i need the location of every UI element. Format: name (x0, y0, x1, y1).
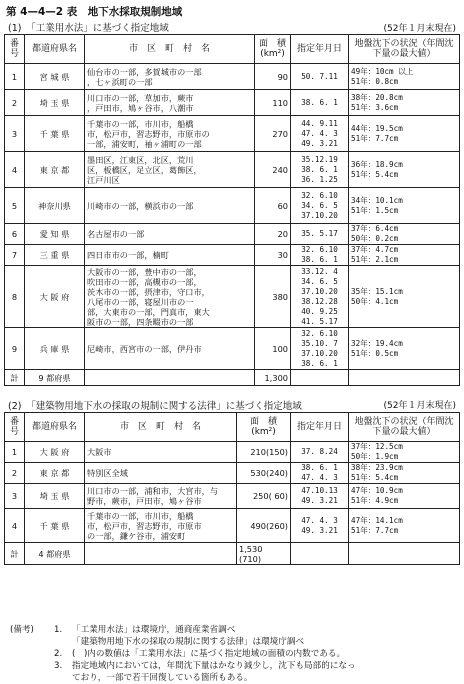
designation-date-cell: 37. 8.24 (291, 442, 349, 463)
total-date-empty (291, 370, 349, 386)
subsidence-cell: 36年：18.9cm 51年：5.4cm (349, 152, 460, 188)
table-row (5, 64, 460, 90)
prefecture-cell: 千 葉 県 (25, 116, 85, 152)
total-sub-empty (349, 370, 460, 386)
col-header-city: 市 区 町 村 名 (85, 35, 255, 64)
subsidence-cell: 34年：10.1cm 51年：1.5cm (349, 188, 460, 224)
subsidence-cell: 37年：12.5cm 50年：1.9cm (349, 442, 460, 463)
subsidence-cell: 37年：6.4cm 50年：0.2cm (349, 224, 460, 245)
area-cell: 250( 60) (237, 484, 291, 509)
designation-date-cell: 35.12.19 38. 6. 1 36. 1.25 (291, 152, 349, 188)
subsidence-cell: 44年：19.5cm 51年：7.7cm (349, 116, 460, 152)
table-row (5, 509, 460, 543)
col-header-area: 面 積 (km²) (255, 35, 291, 64)
prefecture-cell: 神奈川県 (25, 188, 85, 224)
subsidence-cell: 32年：19.4cm 51年：0.5cm (349, 328, 460, 370)
prefecture-cell: 埼 玉 県 (25, 90, 85, 116)
area-cell: 20 (255, 224, 291, 245)
area-cell: 30 (255, 245, 291, 266)
area-cell: 270 (255, 116, 291, 152)
section1-heading: (1) 「工業用水法」に基づく指定地域 (8, 23, 169, 34)
section2-as-of: (52年１月末現在) (383, 401, 456, 411)
total-date-empty (291, 543, 349, 565)
municipality-cell: 大阪市の一部，豊中市の一部， 吹田市の一部，高槻市の一部， 茨木市の一部，摂津市，守口市， 八尾市の一部，寝屋川市の一 部，大東市の一部，門真市，東大 阪市の一部，四条畷市の一部 (85, 266, 255, 328)
prefecture-cell: 兵 庫 県 (25, 328, 85, 370)
designation-date-cell: 32. 6.10 35.10. 7 37.10.20 38. 6. 1 (291, 328, 349, 370)
subsidence-cell: 38年：23.9cm 51年：5.4cm (349, 463, 460, 484)
col-header-no: 番号 (5, 413, 25, 442)
note-text: 「工業用水法」は環境庁，通商産業省調べ 「建築物用地下水の採取の規制に関する法律」は環境庁調べ (72, 625, 305, 647)
col-header-subsidence: 地盤沈下の状況（年間沈下量の最大値） (349, 35, 460, 64)
area-cell: 210(150) (237, 442, 291, 463)
row-number: 5 (5, 188, 25, 224)
total-area: 1,300 (255, 370, 291, 386)
prefecture-cell: 大 阪 府 (25, 266, 85, 328)
municipality-cell: 川口市の一部，浦和市，大宮市，与 野市，蕨市，戸田市，鳩ヶ谷市 (85, 484, 237, 509)
municipality-cell: 名古屋市の一部 (85, 224, 255, 245)
subsidence-cell: 49年：10cm 以上 51年：0.8cm (349, 64, 460, 90)
area-cell: 90 (255, 64, 291, 90)
col-header-date: 指定年月日 (291, 413, 349, 442)
row-number: 3 (5, 484, 25, 509)
col-header-area: 面 積 (km²) (237, 413, 291, 442)
area-cell: 380 (255, 266, 291, 328)
municipality-cell: 川口市の一部，草加市，蕨市 ，戸田市，鳩ヶ谷市，八潮市 (85, 90, 255, 116)
note-number: 3. (54, 661, 63, 671)
total-city-empty (85, 370, 255, 386)
prefecture-cell: 埼 玉 県 (25, 484, 85, 509)
designation-date-cell: 47.10.13 49. 3.21 (291, 484, 349, 509)
row-number: 1 (5, 64, 25, 90)
section2-heading: (2) 「建築物用地下水の採取の規制に関する法律」に基づく指定地域 (8, 401, 302, 412)
note-number: 1. (54, 625, 63, 635)
subsidence-cell: 35年：15.1cm 50年：4.1cm (349, 266, 460, 328)
designation-date-cell: 35. 5.17 (291, 224, 349, 245)
table-row (5, 245, 460, 266)
designated-area-table-industrial (4, 34, 460, 386)
prefecture-cell: 宮 城 県 (25, 64, 85, 90)
row-number: 8 (5, 266, 25, 328)
municipality-cell: 墨田区，江東区，北区，荒川 区，板橋区，足立区，葛飾区， 江戸川区 (85, 152, 255, 188)
table-row (5, 90, 460, 116)
row-number: 3 (5, 116, 25, 152)
total-sub-empty (349, 543, 460, 565)
total-label: 計 (5, 370, 25, 386)
row-number: 2 (5, 463, 25, 484)
designation-date-cell: 44. 9.11 47. 4. 3 49. 3.21 (291, 116, 349, 152)
subsidence-cell: 37年：4.7cm 51年：2.1cm (349, 245, 460, 266)
table-row (5, 442, 460, 463)
total-count: 4 都府県 (25, 543, 85, 565)
subsidence-cell: 47年：10.9cm 51年：4.9cm (349, 484, 460, 509)
notes (10, 624, 356, 684)
col-header-date: 指定年月日 (291, 35, 349, 64)
municipality-cell: 大阪市 (85, 442, 237, 463)
table-row (5, 484, 460, 509)
note-text: ( )内の数値は「工業用水法」に基づく指定地域の面積の内数である。 (72, 649, 346, 659)
table-row (5, 116, 460, 152)
col-header-city: 市 区 町 村 名 (85, 413, 237, 442)
area-cell: 110 (255, 90, 291, 116)
col-header-subsidence: 地盤沈下の状況（年間沈下量の最大値） (349, 413, 460, 442)
municipality-cell: 川崎市の一部，横浜市の一部 (85, 188, 255, 224)
subsidence-cell: 38年：20.8cm 51年：3.6cm (349, 90, 460, 116)
designation-date-cell: 50. 7.11 (291, 64, 349, 90)
prefecture-cell: 三 重 県 (25, 245, 85, 266)
total-city-empty (85, 543, 237, 565)
row-number: 4 (5, 509, 25, 543)
row-number: 2 (5, 90, 25, 116)
area-cell: 240 (255, 152, 291, 188)
designation-date-cell: 32. 6.10 34. 6. 5 37.10.20 (291, 188, 349, 224)
row-number: 6 (5, 224, 25, 245)
notes-label: (備考) (10, 625, 34, 635)
designated-area-table-building (4, 412, 460, 565)
municipality-cell: 特別区全域 (85, 463, 237, 484)
table-row (5, 328, 460, 370)
area-cell: 60 (255, 188, 291, 224)
total-label: 計 (5, 543, 25, 565)
row-number: 4 (5, 152, 25, 188)
prefecture-cell: 大 阪 府 (25, 442, 85, 463)
col-header-pref: 都道府県名 (25, 35, 85, 64)
total-count: 9 都府県 (25, 370, 85, 386)
area-cell: 490(260) (237, 509, 291, 543)
page-title: 第 4—4—2 表 地下水採取規制地域 (6, 6, 183, 18)
prefecture-cell: 愛 知 県 (25, 224, 85, 245)
row-number: 9 (5, 328, 25, 370)
col-header-no: 番号 (5, 35, 25, 64)
table-row (5, 224, 460, 245)
col-header-pref: 都道府県名 (25, 413, 85, 442)
designation-date-cell: 32. 6.10 38. 6. 1 (291, 245, 349, 266)
total-area: 1,530 (710) (237, 543, 291, 565)
municipality-cell: 尼崎市，西宮市の一部，伊丹市 (85, 328, 255, 370)
section1-as-of: (52年１月末現在) (383, 24, 456, 34)
municipality-cell: 千葉市の一部，市川市，船橋 市，松戸市，習志野市，市原市 の一部，鎌ケ谷市，浦安町 (85, 509, 237, 543)
designation-date-cell: 38. 6. 1 47. 4. 3 (291, 463, 349, 484)
designation-date-cell: 33.12. 4 34. 6. 5 37.10.20 38.12.28 40. 9.25 41. 5.17 (291, 266, 349, 328)
area-cell: 100 (255, 328, 291, 370)
subsidence-cell: 47年：14.1cm 51年：7.7cm (349, 509, 460, 543)
row-number: 7 (5, 245, 25, 266)
municipality-cell: 仙台市の一部，多賀城市の一部 ，七ヶ浜町の一部 (85, 64, 255, 90)
designation-date-cell: 47. 4. 3 49. 3.21 (291, 509, 349, 543)
designation-date-cell: 38. 6. 1 (291, 90, 349, 116)
prefecture-cell: 千 葉 県 (25, 509, 85, 543)
note-text: 指定地域内においては，年間沈下量はかなり減少し，沈下も局部的になっ ており，一部で若干回復している箇所もある。 (72, 661, 356, 683)
municipality-cell: 千葉市の一部，市川市，船橋 市，松戸市，習志野市，市原市の 一部，浦安町，袖ヶ浦町の一部 (85, 116, 255, 152)
table-row (5, 463, 460, 484)
area-cell: 530(240) (237, 463, 291, 484)
table-row (5, 188, 460, 224)
prefecture-cell: 東 京 都 (25, 152, 85, 188)
prefecture-cell: 東 京 都 (25, 463, 85, 484)
row-number: 1 (5, 442, 25, 463)
table-row (5, 266, 460, 328)
note-number: 2. (54, 649, 63, 659)
municipality-cell: 四日市市の一部，楠町 (85, 245, 255, 266)
table-row (5, 152, 460, 188)
